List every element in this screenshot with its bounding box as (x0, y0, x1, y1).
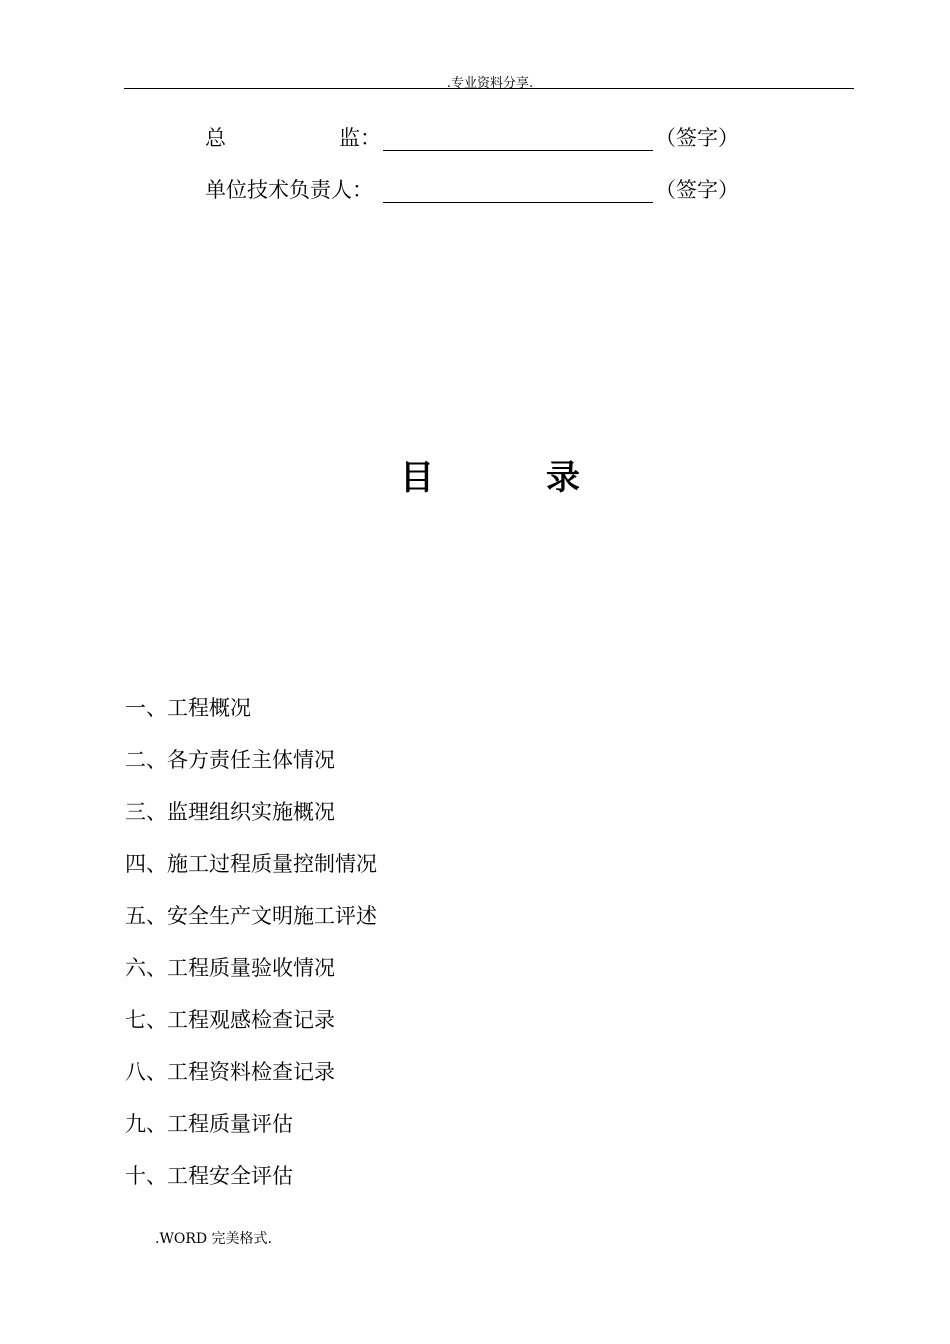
signature-suffix: （签字） (655, 126, 739, 150)
signature-suffix: （签字） (655, 178, 739, 202)
toc-item[interactable]: 七、工程观感检查记录 (125, 1008, 335, 1032)
toc-title-part-1: 目 (400, 458, 434, 498)
signature-label-technical-lead: 单位技术负责人： (205, 178, 373, 202)
toc-item[interactable]: 八、工程资料检查记录 (125, 1060, 335, 1084)
toc-title (400, 450, 580, 499)
toc-item[interactable]: 六、工程质量验收情况 (125, 956, 335, 980)
page-header: .专业资料分享. (446, 76, 534, 91)
toc-item[interactable]: 九、工程质量评估 (125, 1112, 293, 1136)
signature-line-technical-lead[interactable] (383, 202, 653, 203)
toc-item[interactable]: 三、监理组织实施概况 (125, 800, 335, 824)
toc-title-part-2: 录 (546, 458, 580, 498)
page-footer: .WORD 完美格式. (155, 1231, 272, 1247)
signature-label-part-2: 监： (339, 126, 381, 150)
toc-item[interactable]: 十、工程安全评估 (125, 1164, 293, 1188)
signature-line-chief-supervisor[interactable] (383, 150, 653, 151)
toc-item[interactable]: 一、工程概况 (125, 696, 251, 720)
toc-item[interactable]: 五、安全生产文明施工评述 (125, 904, 377, 928)
header-divider (124, 88, 854, 89)
signature-label-chief-supervisor (205, 122, 381, 152)
toc-list (125, 688, 377, 1208)
signature-label-part-1: 总 (205, 126, 226, 150)
toc-item[interactable]: 二、各方责任主体情况 (125, 748, 335, 772)
toc-item[interactable]: 四、施工过程质量控制情况 (125, 852, 377, 876)
